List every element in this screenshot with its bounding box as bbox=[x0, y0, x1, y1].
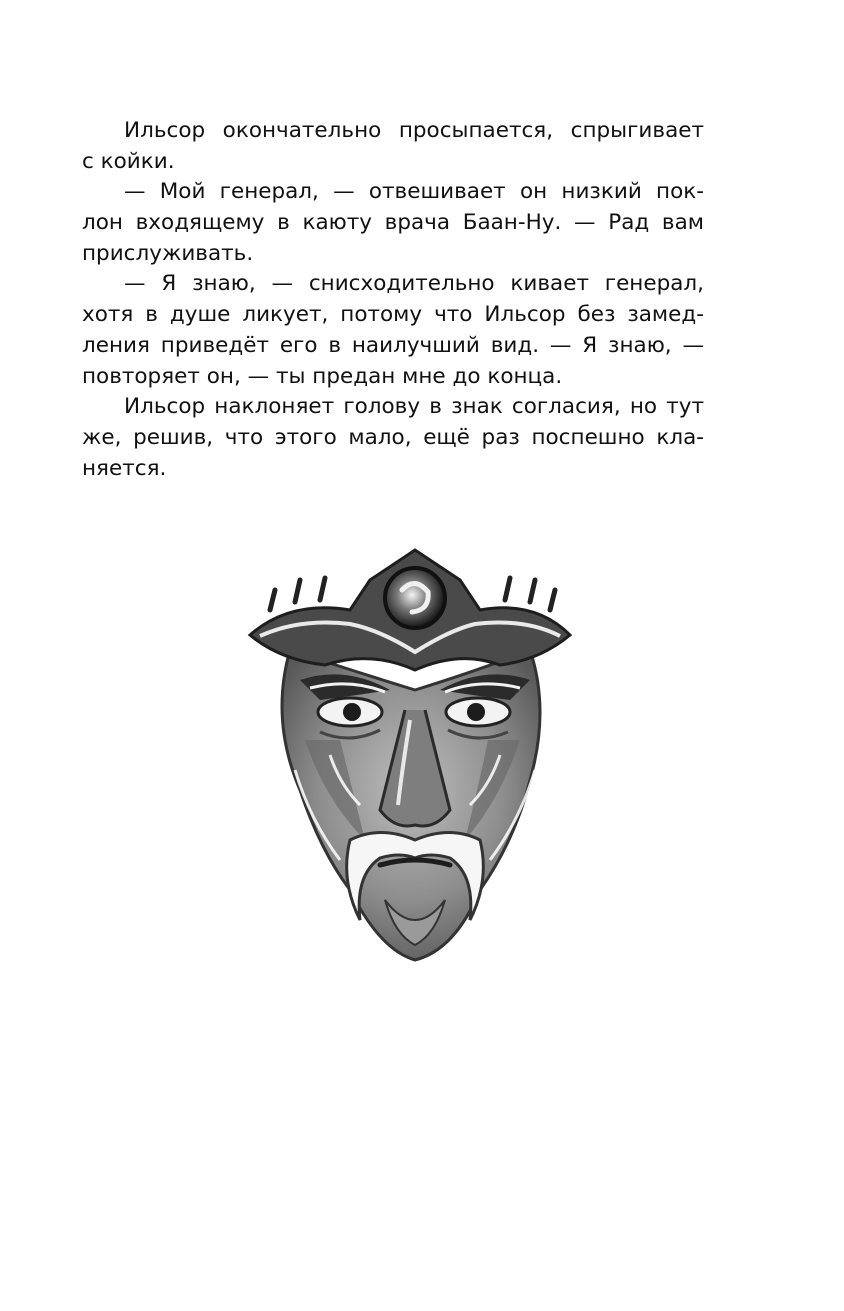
text-line: же, решив, что этого мало, ещё раз поспешно кла- bbox=[82, 424, 704, 450]
body-text bbox=[82, 116, 704, 484]
text-line: повторяет он, — ты предан мне до конца. bbox=[82, 363, 563, 389]
text-line: лон входящему в каюту врача Баан-Ну. — Рад вам bbox=[82, 210, 704, 236]
right-pupil bbox=[467, 703, 485, 721]
crown-gem bbox=[385, 568, 445, 628]
text-line: няется. bbox=[82, 455, 167, 481]
text-line: прислуживать. bbox=[82, 240, 254, 266]
text-line: Ильсор окончательно просыпается, спрыгивает bbox=[124, 118, 704, 143]
text-line: — Мой генерал, — отвешивает он низкий пок- bbox=[124, 179, 704, 205]
text-line: с койки. bbox=[82, 148, 175, 174]
text-line: хотя в душе ликует, потому что Ильсор без замед- bbox=[82, 302, 704, 328]
text-line: ления приведёт его в наилучший вид. — Я знаю, — bbox=[82, 332, 704, 358]
face-illustration bbox=[230, 540, 590, 990]
left-pupil bbox=[343, 703, 361, 721]
text-line: Ильсор наклоняет голову в знак согласия, но тут bbox=[124, 394, 704, 420]
text-line: — Я знаю, — снисходительно кивает генерал, bbox=[124, 271, 704, 297]
